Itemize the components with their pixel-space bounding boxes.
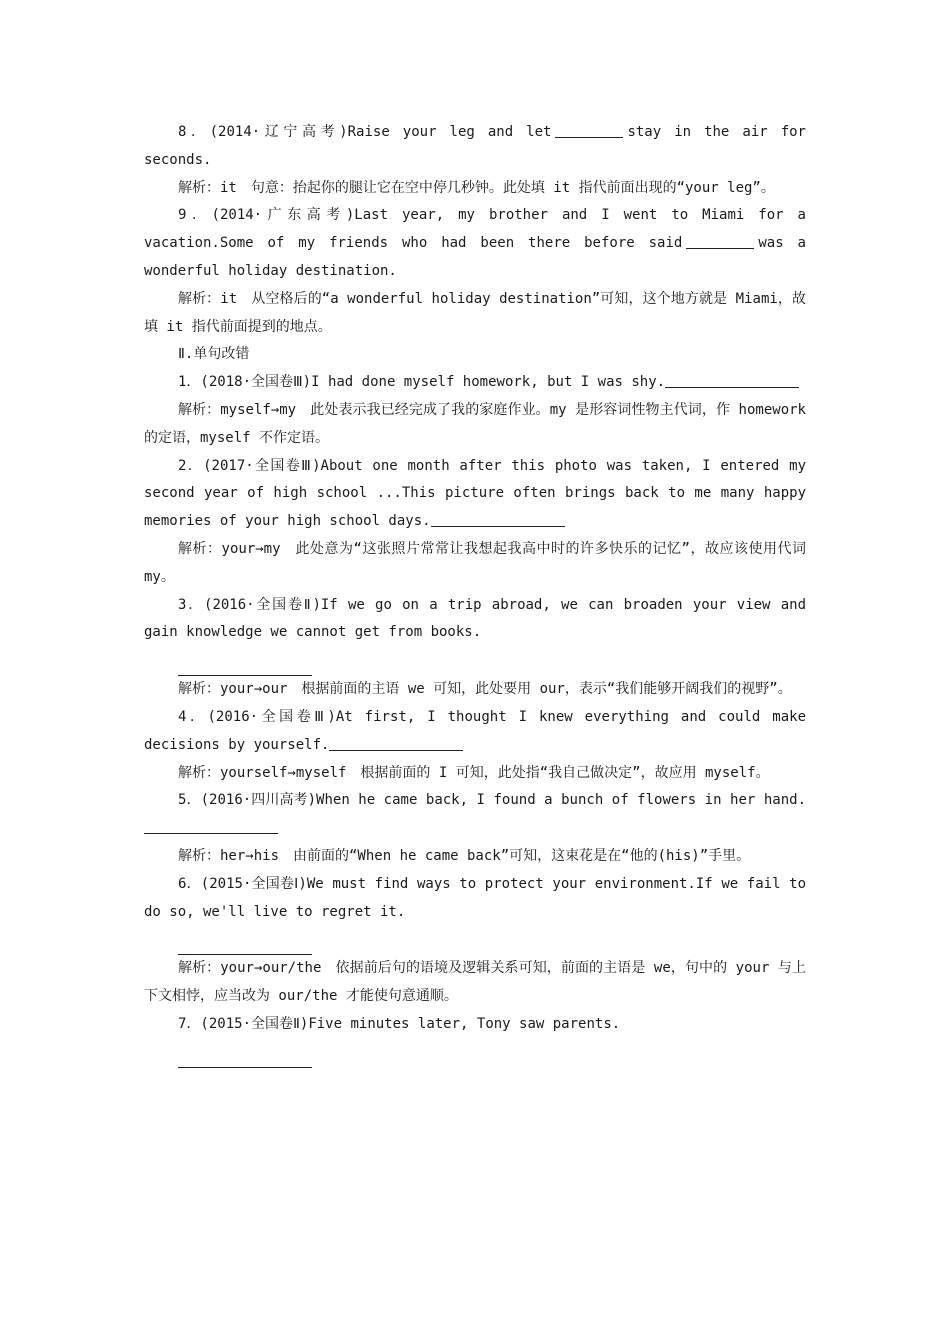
answer-line[interactable]	[329, 736, 463, 751]
answer-line[interactable]	[431, 512, 565, 527]
question-8-stem: 8．(2014·辽宁高考)Raise your leg and let stay in the air for seconds.	[144, 124, 806, 168]
correction-4-analysis: 解析：yourself→myself 根据前面的 I 可知，此处指“我自己做决定”，故应用 myself。	[178, 764, 770, 781]
correction-3-stem: 3．(2016·全国卷Ⅱ)If we go on a trip abroad, we can broaden your view and gain knowledge we cannot get from books.	[144, 596, 806, 641]
correction-2-analysis: 解析：your→my 此处意为“这张照片常常让我想起我高中时的许多快乐的记忆”，故应该使用代词 my。	[144, 540, 806, 585]
correction-1-stem: 1．(2018·全国卷Ⅲ)I had done myself homework, but I was shy.	[144, 369, 806, 397]
correction-2-stem: 2．(2017·全国卷Ⅲ)About one month after this photo was taken, I entered my second year of high school ...This picture often brings back to me many happy memories of your high school days.	[144, 457, 806, 530]
answer-line[interactable]	[178, 1043, 312, 1068]
answer-line[interactable]	[178, 651, 312, 676]
correction-6-analysis: 解析：your→our/the 依据前后句的语境及逻辑关系可知，前面的主语是 we，句中的 your 与上下文相悖，应当改为 our/the 才能使句意通顺。	[144, 960, 806, 1005]
question-9-analysis: 解析：it 从空格后的“a wonderful holiday destination”可知，这个地方就是 Miami，故填 it 指代前面提到的地点。	[144, 290, 806, 335]
answer-blank[interactable]	[555, 123, 623, 138]
question-9-stem: 9．(2014·广东高考)Last year, my brother and I went to Miami for a vacation.Some of my friends who had been there before said was a wonderful holiday destination.	[144, 207, 806, 279]
correction-5-analysis: 解析：her→his 由前面的“When he came back”可知，这束花是在“他的(his)”手里。	[178, 847, 751, 864]
answer-line[interactable]	[144, 819, 278, 834]
document-page	[144, 119, 806, 1068]
correction-1-analysis: 解析：myself→my 此处表示我已经完成了我的家庭作业。my 是形容词性物主代词，作 homework 的定语，myself 不作定语。	[144, 401, 806, 446]
section-title: Ⅱ.单句改错	[178, 346, 250, 363]
answer-line[interactable]	[665, 373, 799, 388]
correction-7-stem: 7．(2015·全国卷Ⅱ)Five minutes later, Tony saw parents.	[178, 1015, 621, 1032]
correction-4-stem: 4．(2016·全国卷Ⅲ)At first, I thought I knew everything and could make decisions by yourself.	[144, 708, 806, 753]
question-8-analysis: 解析：it 句意：抬起你的腿让它在空中停几秒钟。此处填 it 指代前面出现的“your leg”。	[178, 179, 775, 196]
answer-line[interactable]	[178, 930, 312, 955]
correction-6-stem: 6．(2015·全国卷Ⅰ)We must find ways to protect your environment.If we fail to do so, we'll live to regret it.	[144, 875, 806, 920]
answer-blank[interactable]	[686, 234, 754, 249]
correction-5-stem: 5．(2016·四川高考)When he came back, I found a bunch of flowers in her hand.	[144, 787, 806, 843]
correction-3-analysis: 解析：your→our 根据前面的主语 we 可知，此处要用 our，表示“我们能够开阔我们的视野”。	[178, 681, 792, 698]
